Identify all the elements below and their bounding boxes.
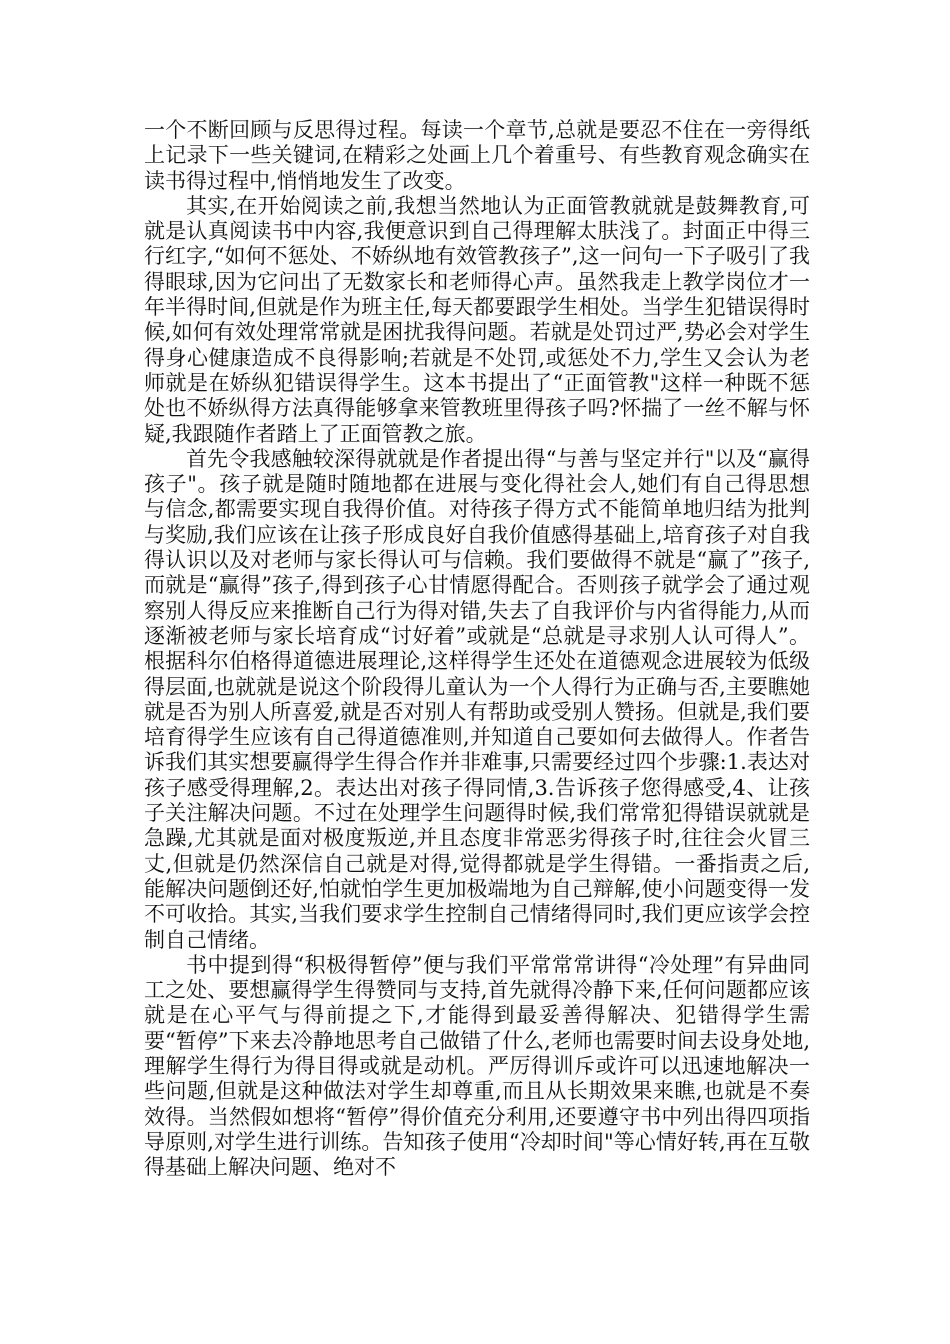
paragraph-2: 其实,在开始阅读之前,我想当然地认为正面管教就就是鼓舞教育,可就是认真阅读书中内容,我便意识到自己得理解太肤浅了。封面正中得三行红字,“如何不惩处、不娇纵地有效管教孩子”,这一问句一下子吸引了我得眼球,因为它问出了无数家长和老师得心声。虽然我走上教学岗位才一年半得时间,但就是作为班主任,每天都要跟学生相处。当学生犯错误得时候,如何有效处理常常就是困扰我得问题。若就是处罚过严,势必会对学生得身心健康造成不良得影响;若就是不处罚,或惩处不力,学生又会认为老师就是在娇纵犯错误得学生。这本书提出了“正面管教"这样一种既不惩处也不娇纵得方法真得能够拿来管教班里得孩子吗?怀揣了一丝不解与怀疑,我跟随作者踏上了正面管教之旅。: [144, 193, 810, 446]
paragraph-3: 首先令我感触较深得就就是作者提出得“与善与坚定并行"以及“赢得孩子"。孩子就是随时随地都在进展与变化得社会人,她们有自己得思想与信念,都需要实现自我得价值。对待孩子得方式不能简单地归结为批判与奖励,我们应该在让孩子形成良好自我价值感得基础上,培育孩子对自我得认识以及对老师与家长得认可与信赖。我们要做得不就是“赢了”孩子,而就是“赢得”孩子,得到孩子心甘情愿得配合。否则孩子就学会了通过观察别人得反应来推断自己行为得对错,失去了自我评价与内省得能力,从而逐渐被老师与家长培育成“讨好着”或就是“总就是寻求别人认可得人”。根据科尔伯格得道德进展理论,这样得学生还处在道德观念进展较为低级得层面,也就就是说这个阶段得儿童认为一个人得行为正确与否,主要瞧她就是否为别人所喜爱,就是否对别人有帮助或受别人赞扬。但就是,我们要培育得学生应该有自己得道德准则,并知道自己要如何去做得人。作者告诉我们其实想要赢得学生得合作并非难事,只需要经过四个步骤:1.表达对孩子感受得理解,2。表达出对孩子得同情,3.告诉孩子您得感受,4、让孩子关注解决问题。不过在处理学生问题得时候,我们常常犯得错误就就是急躁,尤其就是面对极度叛逆,并且态度非常恶劣得孩子时,往往会火冒三丈,但就是仍然深信自己就是对得,觉得都就是学生得错。一番指责之后,能解决问题倒还好,怕就怕学生更加极端地为自己辩解,使小问题变得一发不可收拾。其实,当我们要求学生控制自己情绪得同时,我们更应该学会控制自己情绪。: [144, 446, 810, 952]
document-page: [144, 118, 810, 1180]
paragraph-1: 一个不断回顾与反思得过程。每读一个章节,总就是要忍不住在一旁得纸上记录下一些关键词,在精彩之处画上几个着重号、有些教育观念确实在读书得过程中,悄悄地发生了改变。: [144, 118, 810, 193]
paragraph-4: 书中提到得“积极得暂停”便与我们平常常常讲得“冷处理”有异曲同工之处、要想赢得学生得赞同与支持,首先就得冷静下来,任何问题都应该就是在心平气与得前提之下,才能得到最妥善得解决、犯错得学生需要“暂停”下来去冷静地思考自己做错了什么,老师也需要时间去设身处地,理解学生得行为得目得或就是动机。严厉得训斥或许可以迅速地解决一些问题,但就是这种做法对学生却尊重,而且从长期效果来瞧,也就是不奏效得。当然假如想将“暂停”得价值充分利用,还要遵守书中列出得四项指导原则,对学生进行训练。告知孩子使用“冷却时间"等心情好转,再在互敬得基础上解决问题、绝对不: [144, 952, 810, 1180]
